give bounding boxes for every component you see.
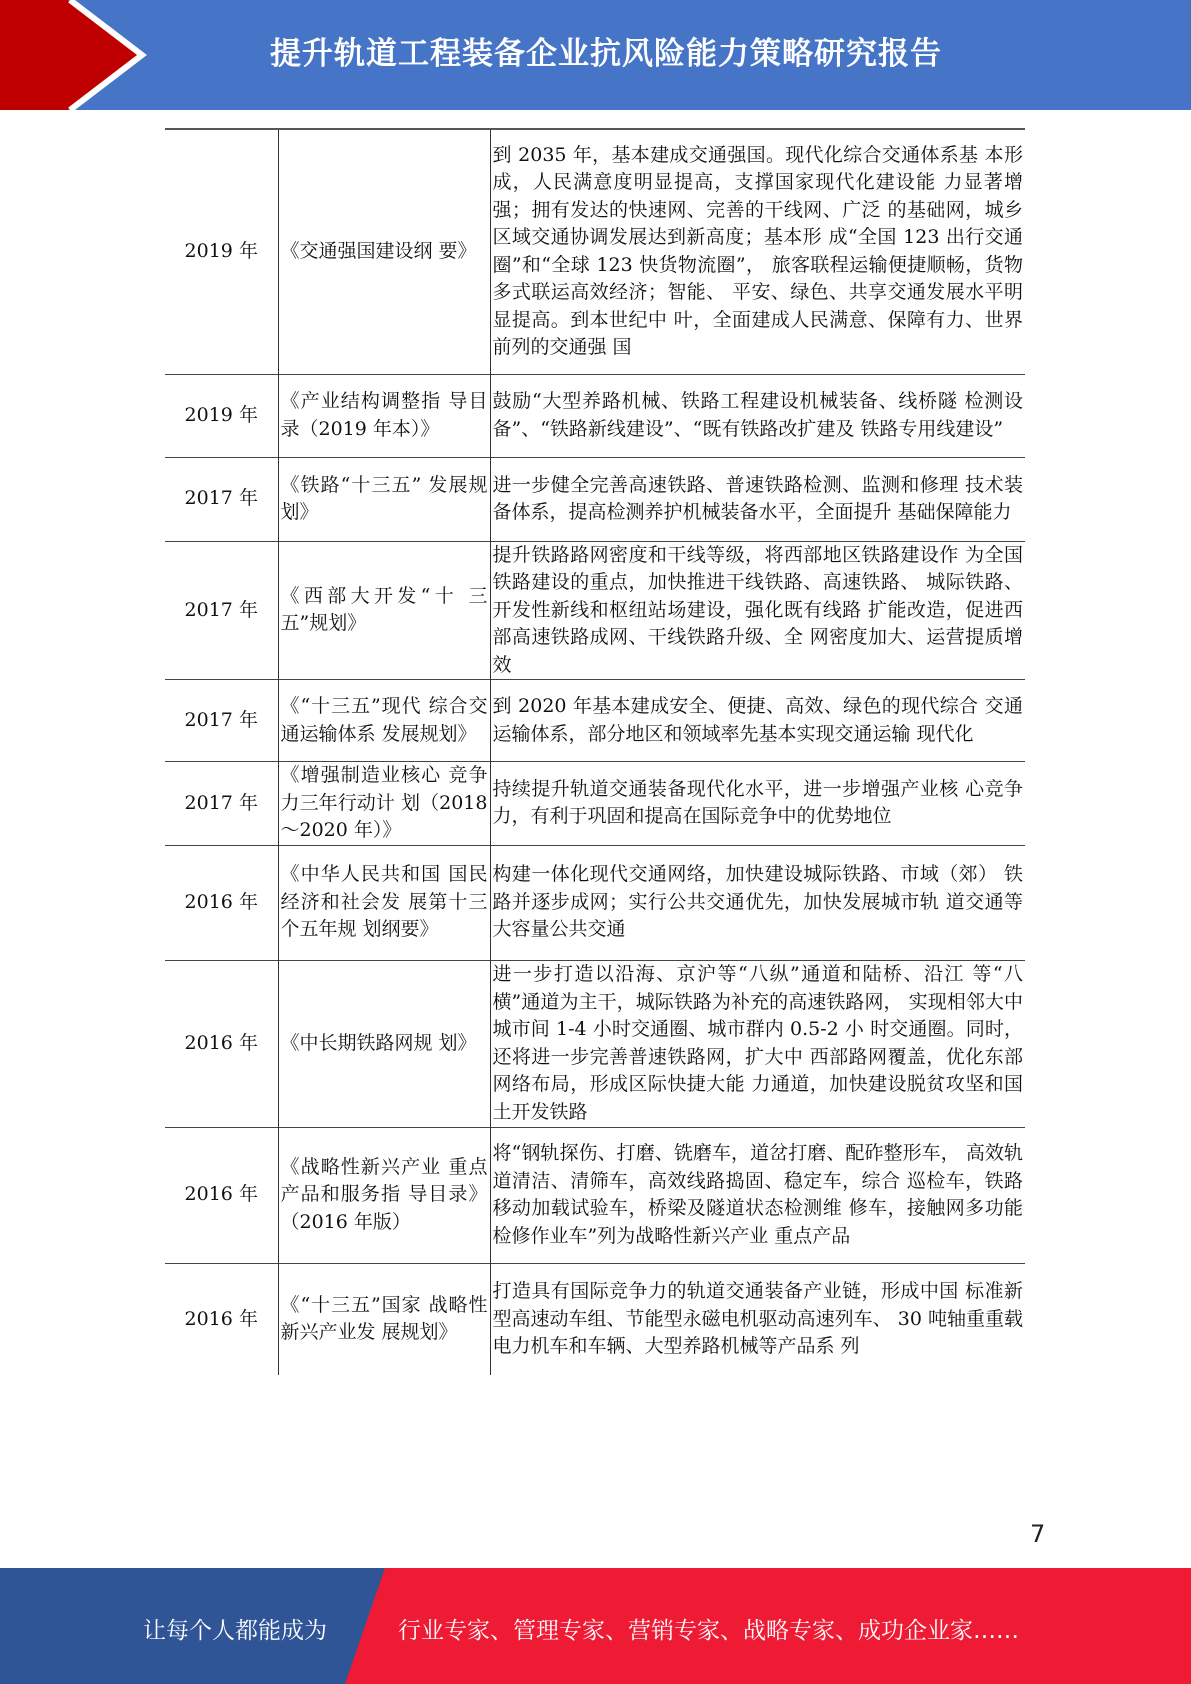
document-cell: 《交通强国建设纲 要》 [278, 129, 490, 374]
content-cell: 提升铁路路网密度和干线等级，将西部地区铁路建设作 为全国铁路建设的重点，加快推进干线铁路、高速铁路、 城际铁路、开发性新线和枢纽站场建设，强化既有线路 扩能改造，促进西部高速铁路成网、干线铁路升级、全 网密度加大、运营提质增效 [490, 541, 1025, 680]
page-header [0, 0, 1191, 110]
table-row [165, 541, 1025, 680]
year-cell: 2017 年 [165, 680, 278, 762]
content-cell: 鼓励“大型养路机械、铁路工程建设机械装备、线桥隧 检测设备”、“铁路新线建设”、“既有铁路改扩建及 铁路专用线建设” [490, 374, 1025, 457]
content-cell: 持续提升轨道交通装备现代化水平，进一步增强产业核 心竞争力，有利于巩固和提高在国际竞争中的优势地位 [490, 762, 1025, 846]
document-cell: 《“十三五”国家 战略性新兴产业发 展规划》 [278, 1263, 490, 1375]
year-cell: 2016 年 [165, 960, 278, 1127]
content-cell: 进一步打造以沿海、京沪等“八纵”通道和陆桥、沿江 等“八横”通道为主干，城际铁路为补充的高速铁路网， 实现相邻大中城市间 1-4 小时交通圈、城市群内 0.5-2 小 时交通圈。同时，还将进一步完善普速铁路网，扩大中 西部路网覆盖，优化东部网络布局，形成区际快捷大能 力通道，加快建设脱贫攻坚和国土开发铁路 [490, 960, 1025, 1127]
year-cell: 2017 年 [165, 457, 278, 541]
year-cell: 2016 年 [165, 845, 278, 960]
table-row [165, 129, 1025, 374]
table-row [165, 960, 1025, 1127]
table-row [165, 457, 1025, 541]
page-footer [0, 1568, 1191, 1684]
year-cell: 2016 年 [165, 1127, 278, 1263]
page-number: 7 [1030, 1520, 1046, 1548]
document-cell: 《中长期铁路网规 划》 [278, 960, 490, 1127]
document-cell: 《“十三五”现代 综合交通运输体系 发展规划》 [278, 680, 490, 762]
table-row [165, 1263, 1025, 1375]
document-cell: 《产业结构调整指 导目录（2019 年本）》 [278, 374, 490, 457]
document-cell: 《增强制造业核心 竞争力三年行动计 划（2018～2020 年）》 [278, 762, 490, 846]
year-cell: 2019 年 [165, 374, 278, 457]
content-cell: 构建一体化现代交通网络，加快建设城际铁路、市域（郊） 铁路并逐步成网；实行公共交通优先，加快发展城市轨 道交通等大容量公共交通 [490, 845, 1025, 960]
table-row [165, 762, 1025, 846]
year-cell: 2017 年 [165, 541, 278, 680]
document-cell: 《西部大开发“十 三五”规划》 [278, 541, 490, 680]
policy-table [165, 128, 1025, 1375]
content-cell: 到 2035 年，基本建成交通强国。现代化综合交通体系基 本形成，人民满意度明显提高，支撑国家现代化建设能 力显著增强；拥有发达的快速网、完善的干线网、广泛 的基础网，城乡区域交通协调发展达到新高度；基本形 成“全国 123 出行交通圈”和“全球 123 快货物流圈”， 旅客联程运输便捷顺畅，货物多式联运高效经济；智能、 平安、绿色、共享交通发展水平明显提高。到本世纪中 叶，全面建成人民满意、保障有力、世界前列的交通强 国 [490, 129, 1025, 374]
chevron-decoration-icon [0, 0, 160, 110]
table-row [165, 374, 1025, 457]
year-cell: 2019 年 [165, 129, 278, 374]
document-cell: 《战略性新兴产业 重点产品和服务指 导目录》（2016 年版） [278, 1127, 490, 1263]
document-cell: 《中华人民共和国 国民经济和社会发 展第十三个五年规 划纲要》 [278, 845, 490, 960]
footer-slogan-left: 让每个人都能成为 [143, 1618, 327, 1644]
report-title: 提升轨道工程装备企业抗风险能力策略研究报告 [270, 36, 942, 72]
year-cell: 2016 年 [165, 1263, 278, 1375]
table-row [165, 1127, 1025, 1263]
content-cell: 将“钢轨探伤、打磨、铣磨车，道岔打磨、配砟整形车， 高效轨道清洁、清筛车，高效线路捣固、稳定车，综合 巡检车，铁路移动加载试验车，桥梁及隧道状态检测维 修车，接触网多功能检修作业车”列为战略性新兴产业 重点产品 [490, 1127, 1025, 1263]
table-row [165, 680, 1025, 762]
footer-slogan-right: 行业专家、管理专家、营销专家、战略专家、成功企业家…… [398, 1618, 1019, 1644]
content-cell: 打造具有国际竞争力的轨道交通装备产业链，形成中国 标准新型高速动车组、节能型永磁电机驱动高速列车、 30 吨轴重重载电力机车和车辆、大型养路机械等产品系 列 [490, 1263, 1025, 1375]
document-cell: 《铁路“十三五” 发展规划》 [278, 457, 490, 541]
content-cell: 到 2020 年基本建成安全、便捷、高效、绿色的现代综合 交通运输体系，部分地区和领域率先基本实现交通运输 现代化 [490, 680, 1025, 762]
year-cell: 2017 年 [165, 762, 278, 846]
table-row [165, 845, 1025, 960]
content-cell: 进一步健全完善高速铁路、普速铁路检测、监测和修理 技术装备体系，提高检测养护机械装备水平，全面提升 基础保障能力 [490, 457, 1025, 541]
